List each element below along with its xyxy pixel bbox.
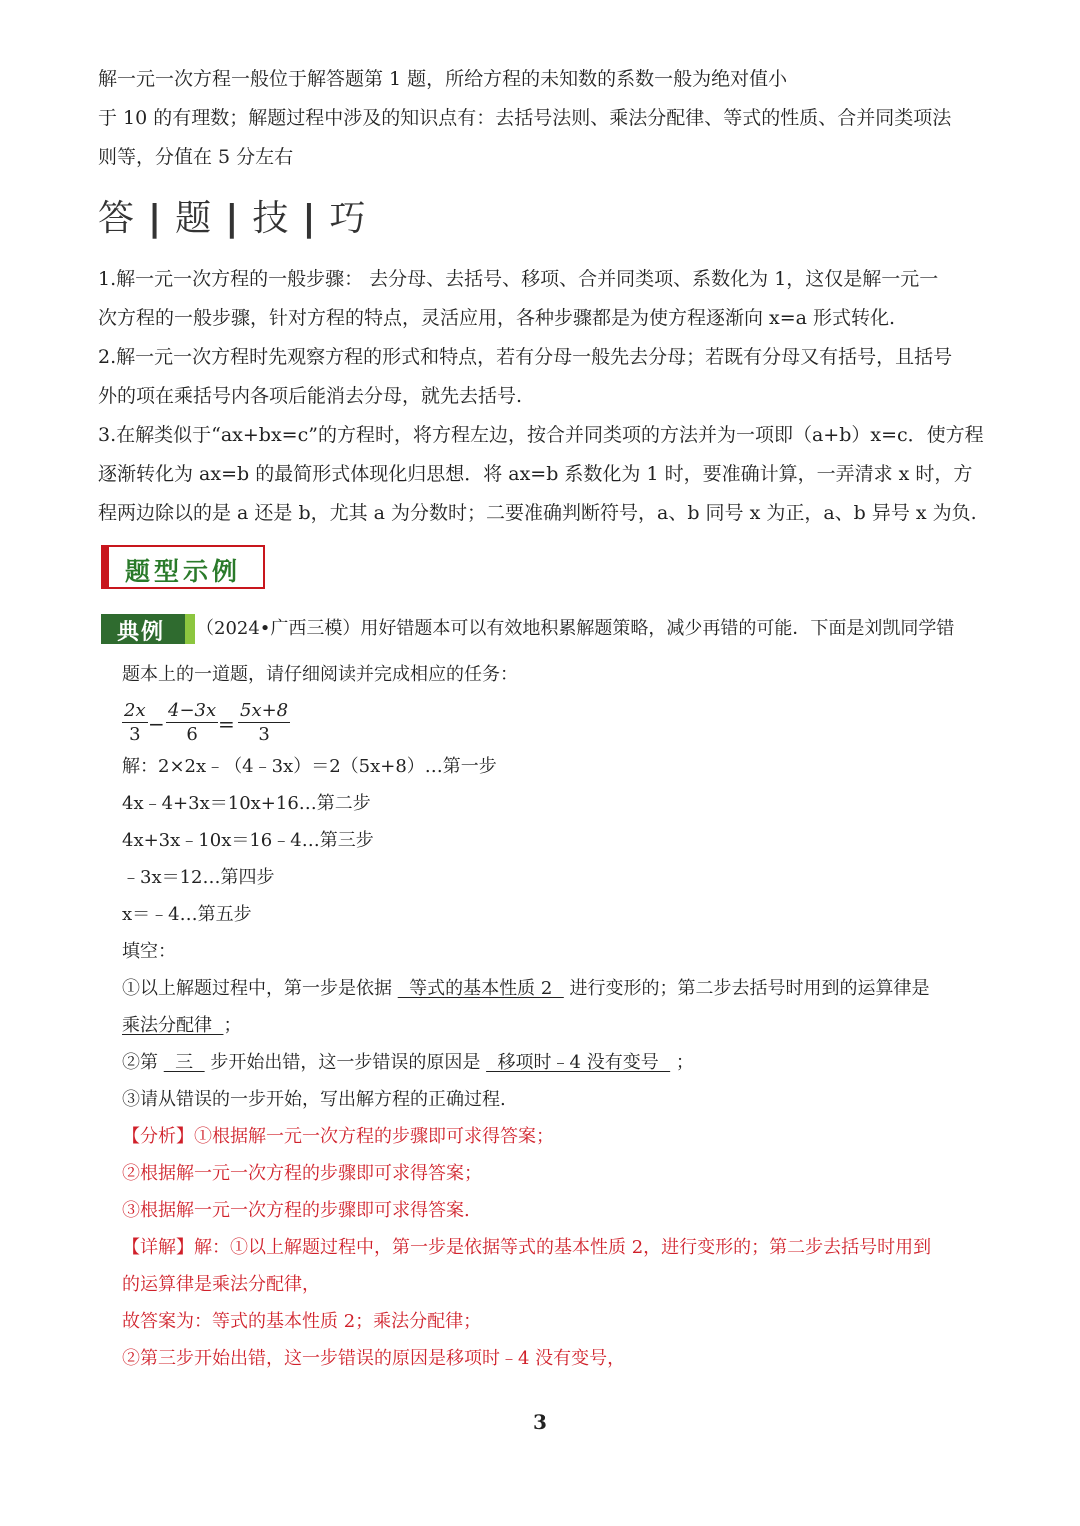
heading-char-2: 题 — [175, 198, 214, 239]
example-badge-label: 典例 — [117, 620, 166, 645]
example-line-2: 题本上的一道题，请仔细阅读并完成相应的任务： — [122, 664, 518, 685]
solution-step-5: x＝﹣4…第五步 — [122, 904, 252, 925]
question-1-prefix: ①以上解题过程中，第一步是依据 — [122, 978, 392, 999]
equals-sign: = — [218, 712, 235, 736]
heading-separator: | — [225, 198, 241, 239]
fraction-1 — [122, 700, 148, 747]
minus-sign: − — [148, 712, 165, 736]
analysis-line-3: ③根据解一元一次方程的步骤即可求得答案. — [122, 1200, 470, 1221]
detail-line-4: ②第三步开始出错，这一步错误的原因是移项时﹣4 没有变号， — [122, 1348, 626, 1369]
analysis-line-2: ②根据解一元一次方程的步骤即可求得答案； — [122, 1163, 482, 1184]
detail-line-3: 故答案为：等式的基本性质 2；乘法分配律； — [122, 1311, 482, 1332]
answer-blank-2: 乘法分配律 — [122, 1015, 224, 1036]
question-1-continued — [122, 1007, 241, 1044]
intro-line-2: 于 10 的有理数；解题过程中涉及的知识点有：去括号法则、乘法分配律、等式的性质、合并同类项法 — [98, 107, 952, 129]
solution-step-4: ﹣3x＝12…第四步 — [122, 867, 275, 888]
question-2-end: ； — [675, 1052, 694, 1073]
fraction-2-denominator: 6 — [186, 724, 198, 745]
section-badge — [101, 545, 265, 589]
fraction-1-denominator: 3 — [129, 724, 141, 745]
question-2-prefix: ②第 — [122, 1052, 158, 1073]
solution-step-3: 4x+3x﹣10x＝16﹣4…第三步 — [122, 830, 374, 851]
fraction-2 — [166, 700, 218, 747]
fraction-2-numerator: 4−3x — [168, 700, 217, 721]
solution-step-2: 4x﹣4+3x＝10x+16…第二步 — [122, 793, 371, 814]
heading-char-1: 答 — [98, 198, 137, 239]
fraction-3-numerator: 5x+8 — [240, 700, 289, 721]
answer-blank-1: 等式的基本性质 2 — [397, 978, 564, 999]
heading-char-4: 巧 — [329, 198, 368, 239]
tip-2-line-1: 2.解一元一次方程时先观察方程的形式和特点，若有分母一般先去分母；若既有分母又有括号，且括号 — [98, 346, 953, 368]
tip-3-line-3: 程两边除以的是 a 还是 b，尤其 a 为分数时；二要准确判断符号，a、b 同号 x 为正，a、b 异号 x 为负. — [98, 502, 977, 524]
question-1 — [122, 970, 930, 1007]
heading-char-3: 技 — [252, 198, 291, 239]
tip-3-line-2: 逐渐转化为 ax=b 的最简形式体现化归思想．将 ax=b 系数化为 1 时，要准确计算，一弄清求 x 时，方 — [98, 463, 973, 485]
section-heading — [98, 190, 368, 241]
fraction-3-denominator: 3 — [258, 724, 270, 745]
page-number: 3 — [533, 1410, 547, 1434]
detail-line-1: 【详解】解：①以上解题过程中，第一步是依据等式的基本性质 2，进行变形的；第二步去括号时用到 — [122, 1237, 932, 1258]
fill-label: 填空： — [122, 941, 176, 962]
section-badge-label: 题型示例 — [125, 557, 242, 586]
fraction-3 — [238, 700, 290, 747]
answer-blank-3: 三 — [163, 1052, 205, 1073]
tip-1-line-1: 1.解一元一次方程的一般步骤： 去分母、去括号、移项、合并同类项、系数化为 1，这仅是解一元一 — [98, 268, 939, 290]
heading-separator: | — [302, 198, 318, 239]
example-line-1: （2024•广西三模）用好错题本可以有效地积累解题策略，减少再错的可能．下面是刘凯同学错 — [196, 618, 955, 639]
question-1-end: ； — [223, 1015, 242, 1036]
analysis-line-1: 【分析】①根据解一元一次方程的步骤即可求得答案； — [122, 1126, 554, 1147]
question-2-middle: 步开始出错，这一步错误的原因是 — [210, 1052, 481, 1073]
tip-2-line-2: 外的项在乘括号内各项后能消去分母，就先去括号. — [98, 385, 523, 407]
heading-separator: | — [148, 198, 164, 239]
example-badge — [101, 614, 195, 644]
detail-line-2: 的运算律是乘法分配律， — [122, 1274, 320, 1295]
question-1-middle: 进行变形的；第二步去括号时用到的运算律是 — [569, 978, 930, 999]
answer-blank-4: 移项时﹣4 没有变号 — [486, 1052, 671, 1073]
question-2 — [122, 1044, 694, 1081]
intro-line-1: 解一元一次方程一般位于解答题第 1 题，所给方程的未知数的系数一般为绝对值小 — [98, 68, 788, 90]
tip-1-line-2: 次方程的一般步骤，针对方程的特点，灵活应用，各种步骤都是为使方程逐渐向 x=a 形式转化. — [98, 307, 896, 329]
solution-step-1: 解：2×2x﹣（4﹣3x）＝2（5x+8）…第一步 — [122, 756, 497, 777]
tip-3-line-1: 3.在解类似于“ax+bx=c”的方程时，将方程左边，按合并同类项的方法并为一项即（a+b）x=c．使方程 — [98, 424, 984, 446]
question-3: ③请从错误的一步开始，写出解方程的正确过程. — [122, 1089, 506, 1110]
fraction-1-numerator: 2x — [124, 700, 146, 721]
intro-line-3: 则等，分值在 5 分左右 — [98, 146, 294, 168]
